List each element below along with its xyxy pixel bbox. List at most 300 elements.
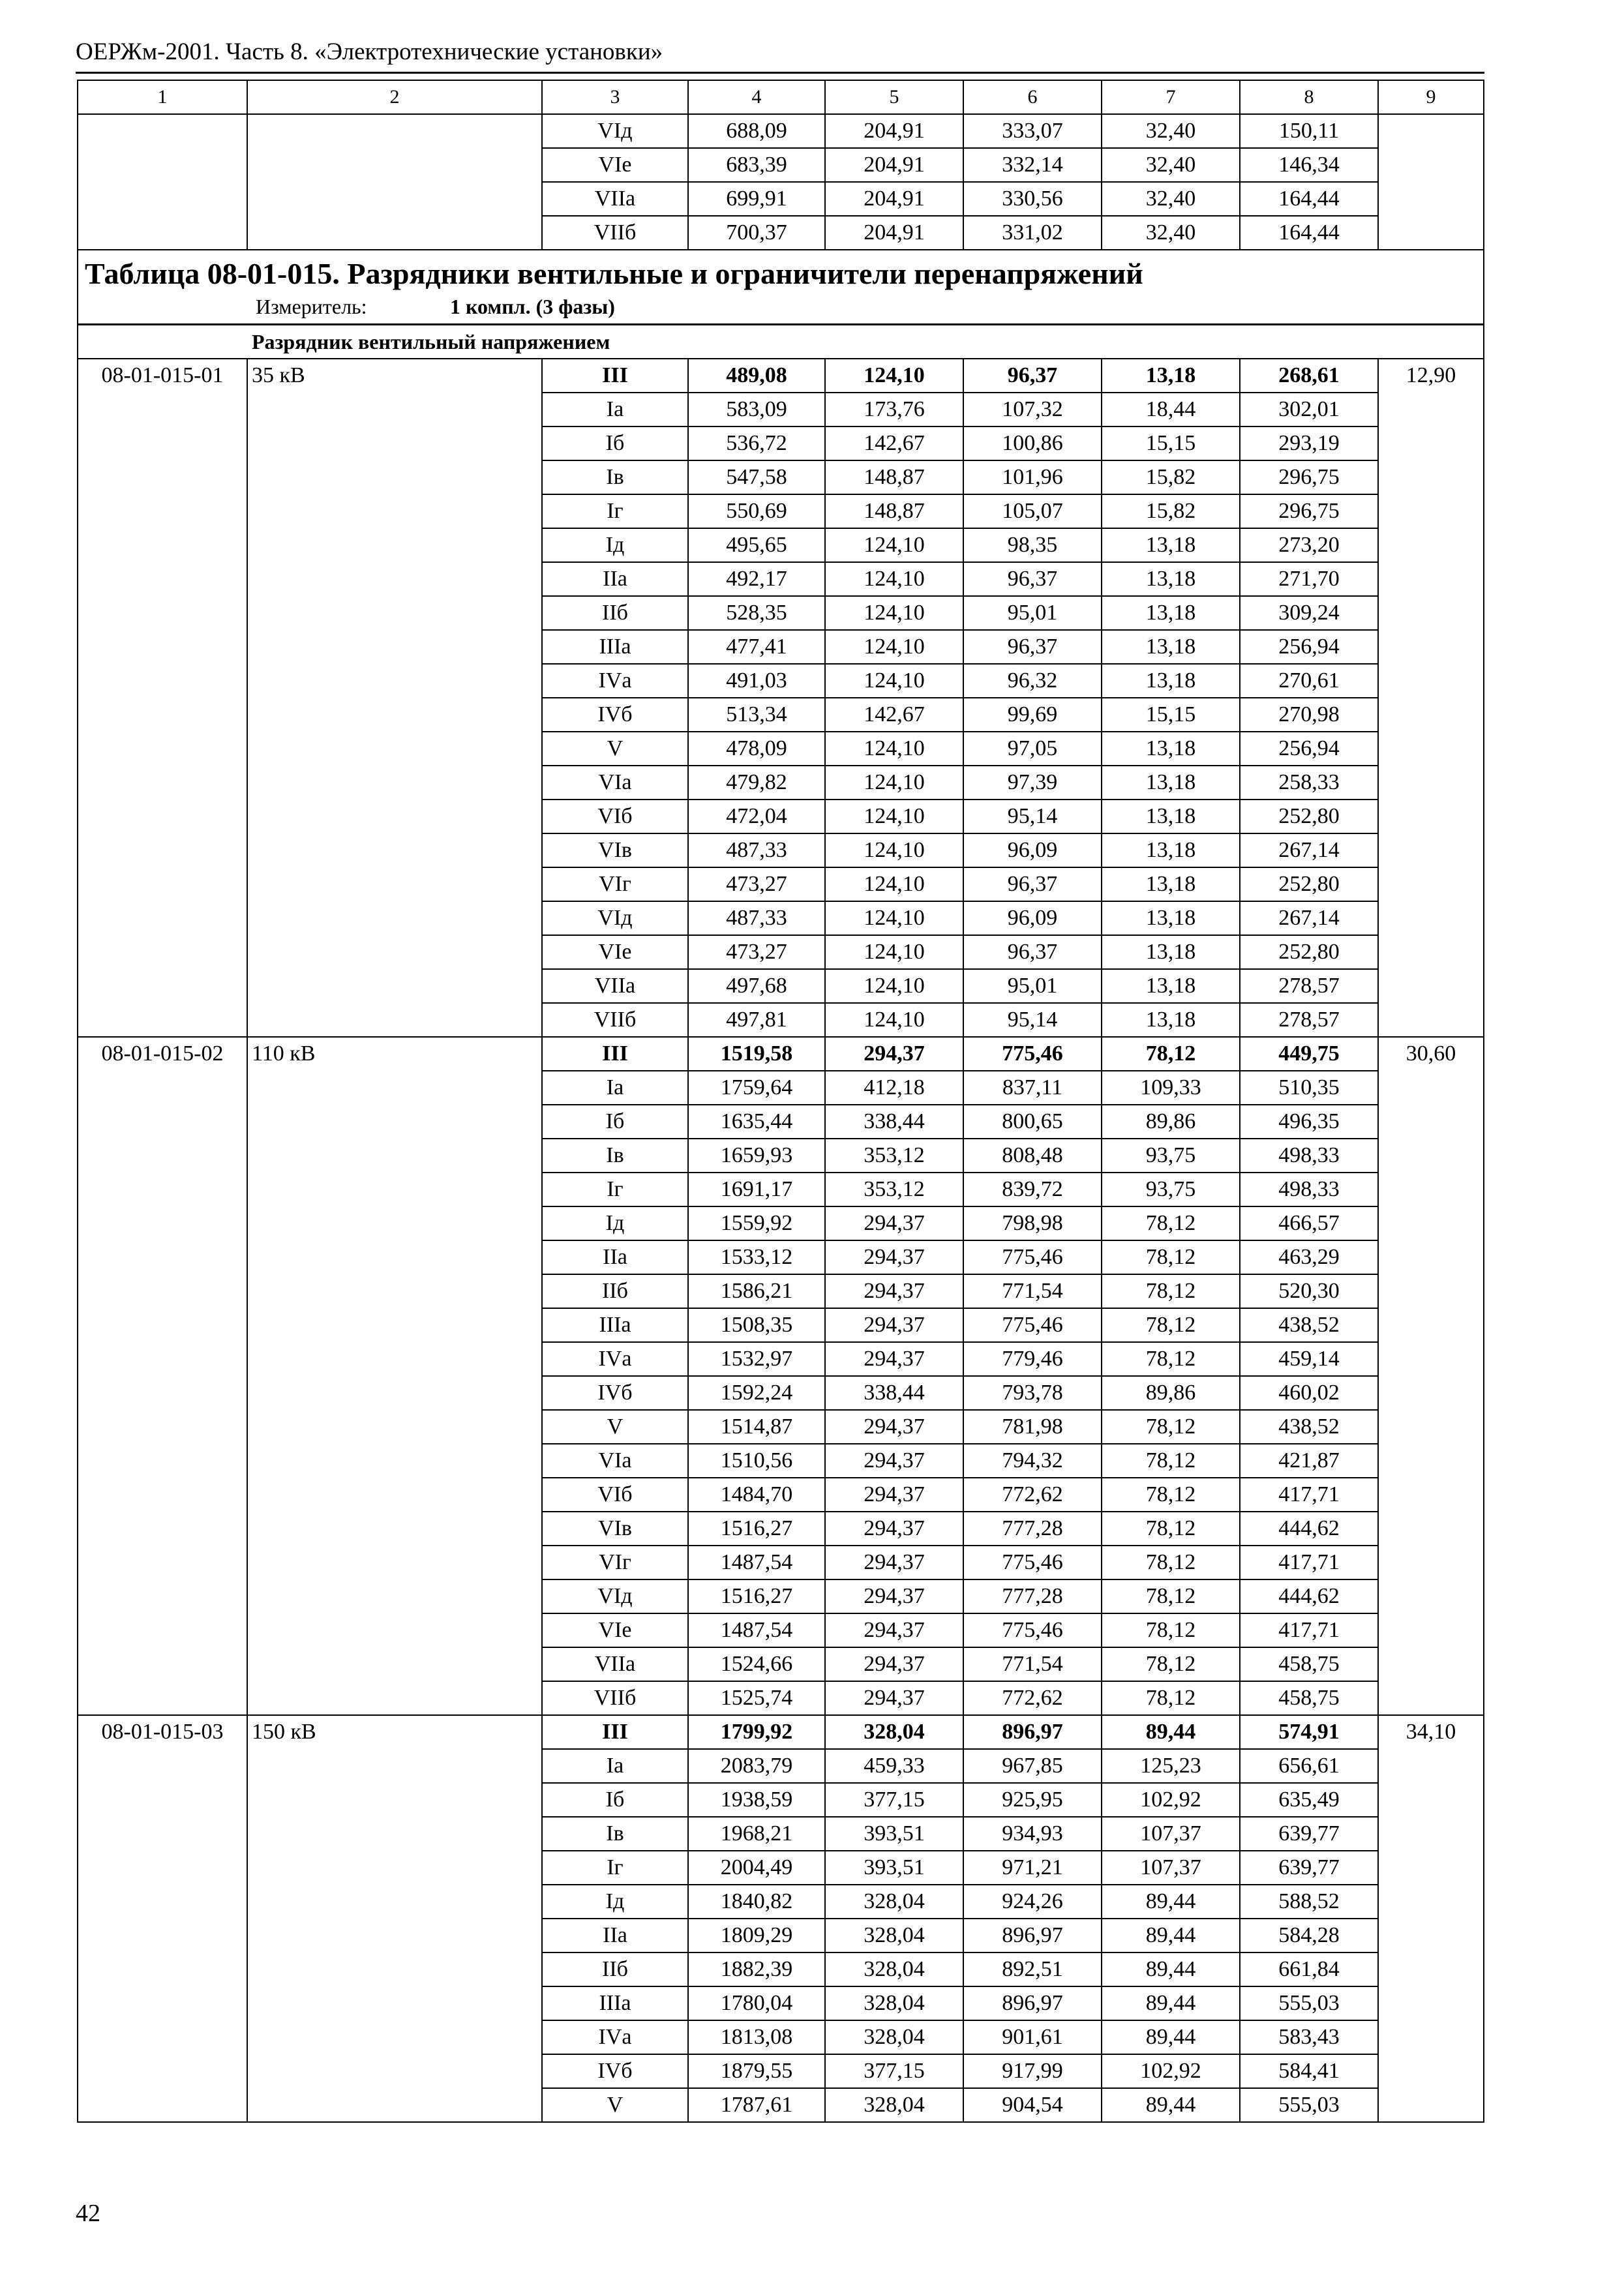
- value-cell: 13,18: [1102, 766, 1240, 800]
- table-row: [78, 114, 1484, 148]
- value-cell: 13,18: [1102, 800, 1240, 833]
- value-cell: 13,18: [1102, 833, 1240, 867]
- value-cell: 1968,21: [688, 1817, 825, 1851]
- value-cell: 588,52: [1240, 1885, 1378, 1919]
- zone-cell: IVа: [542, 2020, 688, 2054]
- value-cell: 1519,58: [688, 1037, 825, 1071]
- value-cell: 107,37: [1102, 1851, 1240, 1885]
- value-cell: 204,91: [825, 114, 963, 148]
- value-cell: 294,37: [825, 1613, 963, 1647]
- value-cell: 1484,70: [688, 1478, 825, 1512]
- value-cell: 270,98: [1240, 698, 1378, 732]
- value-cell: 393,51: [825, 1817, 963, 1851]
- zone-cell: VIд: [542, 114, 688, 148]
- value-cell: 89,44: [1102, 2088, 1240, 2122]
- value-cell: 775,46: [963, 1240, 1102, 1274]
- zone-cell: V: [542, 2088, 688, 2122]
- zone-cell: VIб: [542, 800, 688, 833]
- value-cell: 901,61: [963, 2020, 1102, 2054]
- value-cell: 32,40: [1102, 216, 1240, 250]
- column-number: 4: [688, 80, 825, 114]
- value-cell: 15,82: [1102, 460, 1240, 494]
- zone-cell: III: [542, 359, 688, 393]
- value-cell: 204,91: [825, 148, 963, 182]
- value-cell: 107,37: [1102, 1817, 1240, 1851]
- zone-cell: IIб: [542, 1274, 688, 1308]
- value-cell: 1524,66: [688, 1647, 825, 1681]
- column-number: 2: [247, 80, 542, 114]
- value-cell: 278,57: [1240, 969, 1378, 1003]
- value-cell: 95,14: [963, 800, 1102, 833]
- value-cell: 1882,39: [688, 1952, 825, 1986]
- value-cell: 13,18: [1102, 1003, 1240, 1037]
- value-cell: 479,82: [688, 766, 825, 800]
- value-cell: 328,04: [825, 1715, 963, 1749]
- value-cell: 78,12: [1102, 1444, 1240, 1478]
- zone-cell: IVб: [542, 698, 688, 732]
- value-cell: 904,54: [963, 2088, 1102, 2122]
- column-number: 6: [963, 80, 1102, 114]
- value-cell: 13,18: [1102, 562, 1240, 596]
- zone-cell: Iа: [542, 393, 688, 426]
- value-cell: 13,18: [1102, 359, 1240, 393]
- value-cell: 794,32: [963, 1444, 1102, 1478]
- value-cell: 97,39: [963, 766, 1102, 800]
- value-cell: 1809,29: [688, 1919, 825, 1952]
- zone-cell: V: [542, 1410, 688, 1444]
- zone-cell: VIе: [542, 935, 688, 969]
- value-cell: 89,44: [1102, 1986, 1240, 2020]
- value-cell: 1659,93: [688, 1139, 825, 1173]
- zone-cell: VIIа: [542, 1647, 688, 1681]
- value-cell: 496,35: [1240, 1105, 1378, 1139]
- zone-cell: Iд: [542, 1885, 688, 1919]
- value-cell: 808,48: [963, 1139, 1102, 1173]
- value-cell: 95,14: [963, 1003, 1102, 1037]
- value-cell: 1938,59: [688, 1783, 825, 1817]
- value-cell: 124,10: [825, 562, 963, 596]
- table-row: [78, 1037, 1484, 1071]
- value-cell: 896,97: [963, 1986, 1102, 2020]
- header-rule: [76, 72, 1484, 74]
- value-cell: 584,41: [1240, 2054, 1378, 2088]
- value-cell: 294,37: [825, 1444, 963, 1478]
- value-cell: 124,10: [825, 664, 963, 698]
- zone-cell: IVб: [542, 1376, 688, 1410]
- value-cell: 417,71: [1240, 1613, 1378, 1647]
- value-cell: 97,05: [963, 732, 1102, 766]
- section-row: [78, 325, 1484, 359]
- value-cell: 896,97: [963, 1919, 1102, 1952]
- zone-cell: III: [542, 1715, 688, 1749]
- value-cell: 296,75: [1240, 460, 1378, 494]
- value-cell: 353,12: [825, 1139, 963, 1173]
- zone-cell: VIа: [542, 1444, 688, 1478]
- value-cell: 124,10: [825, 969, 963, 1003]
- value-cell: 555,03: [1240, 1986, 1378, 2020]
- zone-cell: Iб: [542, 426, 688, 460]
- zone-cell: Iв: [542, 460, 688, 494]
- zone-cell: VIг: [542, 867, 688, 901]
- value-cell: 78,12: [1102, 1240, 1240, 1274]
- value-cell: 574,91: [1240, 1715, 1378, 1749]
- value-cell: 13,18: [1102, 935, 1240, 969]
- zone-cell: VIIб: [542, 216, 688, 250]
- value-cell: 1487,54: [688, 1613, 825, 1647]
- value-cell: 271,70: [1240, 562, 1378, 596]
- value-cell: 449,75: [1240, 1037, 1378, 1071]
- value-cell: 294,37: [825, 1681, 963, 1715]
- rates-table: [77, 80, 1484, 2123]
- value-cell: 444,62: [1240, 1512, 1378, 1546]
- value-cell: 309,24: [1240, 596, 1378, 630]
- value-cell: 775,46: [963, 1308, 1102, 1342]
- zone-cell: Iб: [542, 1105, 688, 1139]
- value-cell: 472,04: [688, 800, 825, 833]
- labor-cost: 12,90: [1378, 359, 1484, 1037]
- value-cell: 892,51: [963, 1952, 1102, 1986]
- value-cell: 772,62: [963, 1681, 1102, 1715]
- value-cell: 267,14: [1240, 833, 1378, 867]
- value-cell: 331,02: [963, 216, 1102, 250]
- page-number: 42: [76, 2200, 100, 2227]
- value-cell: 781,98: [963, 1410, 1102, 1444]
- value-cell: 2004,49: [688, 1851, 825, 1885]
- value-cell: 102,92: [1102, 1783, 1240, 1817]
- value-cell: 164,44: [1240, 216, 1378, 250]
- zone-cell: VIIа: [542, 969, 688, 1003]
- value-cell: 256,94: [1240, 732, 1378, 766]
- value-cell: 124,10: [825, 630, 963, 664]
- value-cell: 510,35: [1240, 1071, 1378, 1105]
- value-cell: 700,37: [688, 216, 825, 250]
- column-number: 1: [78, 80, 247, 114]
- value-cell: 124,10: [825, 732, 963, 766]
- value-cell: 124,10: [825, 766, 963, 800]
- labor-cost: 30,60: [1378, 1037, 1484, 1715]
- value-cell: 635,49: [1240, 1783, 1378, 1817]
- value-cell: 661,84: [1240, 1952, 1378, 1986]
- column-number: 7: [1102, 80, 1240, 114]
- value-cell: 148,87: [825, 494, 963, 528]
- value-cell: 924,26: [963, 1885, 1102, 1919]
- value-cell: 683,39: [688, 148, 825, 182]
- value-cell: 497,81: [688, 1003, 825, 1037]
- value-cell: 458,75: [1240, 1681, 1378, 1715]
- name-cell: [247, 114, 542, 250]
- value-cell: 328,04: [825, 1952, 963, 1986]
- value-cell: 536,72: [688, 426, 825, 460]
- value-cell: 124,10: [825, 1003, 963, 1037]
- value-cell: 917,99: [963, 2054, 1102, 2088]
- value-cell: 925,95: [963, 1783, 1102, 1817]
- value-cell: 1510,56: [688, 1444, 825, 1478]
- value-cell: 528,35: [688, 596, 825, 630]
- zone-cell: Iв: [542, 1139, 688, 1173]
- value-cell: 771,54: [963, 1274, 1102, 1308]
- value-cell: 32,40: [1102, 182, 1240, 216]
- zone-cell: IVа: [542, 664, 688, 698]
- value-cell: 204,91: [825, 216, 963, 250]
- table-title-row: [78, 250, 1484, 325]
- value-cell: 798,98: [963, 1206, 1102, 1240]
- zone-cell: VIв: [542, 1512, 688, 1546]
- value-cell: 583,43: [1240, 2020, 1378, 2054]
- value-cell: 583,09: [688, 393, 825, 426]
- value-cell: 204,91: [825, 182, 963, 216]
- value-cell: 377,15: [825, 2054, 963, 2088]
- value-cell: 150,11: [1240, 114, 1378, 148]
- value-cell: 793,78: [963, 1376, 1102, 1410]
- column-number: 3: [542, 80, 688, 114]
- value-cell: 333,07: [963, 114, 1102, 148]
- value-cell: 779,46: [963, 1342, 1102, 1376]
- zone-cell: Iа: [542, 1749, 688, 1783]
- zone-cell: VIIб: [542, 1681, 688, 1715]
- value-cell: 294,37: [825, 1240, 963, 1274]
- value-cell: 89,44: [1102, 1715, 1240, 1749]
- value-cell: 1532,97: [688, 1342, 825, 1376]
- rate-code: 08-01-015-03: [78, 1715, 247, 2122]
- value-cell: 777,28: [963, 1512, 1102, 1546]
- zone-cell: VIе: [542, 148, 688, 182]
- value-cell: 328,04: [825, 1986, 963, 2020]
- value-cell: 164,44: [1240, 182, 1378, 216]
- zone-cell: Iв: [542, 1817, 688, 1851]
- zone-cell: IIа: [542, 1919, 688, 1952]
- zone-cell: VIIб: [542, 1003, 688, 1037]
- value-cell: 473,27: [688, 867, 825, 901]
- value-cell: 444,62: [1240, 1579, 1378, 1613]
- value-cell: 584,28: [1240, 1919, 1378, 1952]
- value-cell: 550,69: [688, 494, 825, 528]
- value-cell: 268,61: [1240, 359, 1378, 393]
- value-cell: 699,91: [688, 182, 825, 216]
- value-cell: 13,18: [1102, 969, 1240, 1003]
- value-cell: 124,10: [825, 800, 963, 833]
- value-cell: 78,12: [1102, 1579, 1240, 1613]
- rate-code: 08-01-015-01: [78, 359, 247, 1037]
- value-cell: 1691,17: [688, 1173, 825, 1206]
- zone-cell: VIв: [542, 833, 688, 867]
- value-cell: 967,85: [963, 1749, 1102, 1783]
- zone-cell: VIд: [542, 1579, 688, 1613]
- value-cell: 173,76: [825, 393, 963, 426]
- value-cell: 148,87: [825, 460, 963, 494]
- value-cell: 13,18: [1102, 528, 1240, 562]
- value-cell: 96,37: [963, 359, 1102, 393]
- rate-name: 110 кВ: [247, 1037, 542, 1715]
- meter-line: [85, 292, 1477, 321]
- value-cell: 13,18: [1102, 630, 1240, 664]
- value-cell: 777,28: [963, 1579, 1102, 1613]
- value-cell: 417,71: [1240, 1478, 1378, 1512]
- value-cell: 775,46: [963, 1613, 1102, 1647]
- zone-cell: VIг: [542, 1546, 688, 1579]
- zone-cell: Iг: [542, 1851, 688, 1885]
- value-cell: 78,12: [1102, 1206, 1240, 1240]
- value-cell: 89,86: [1102, 1105, 1240, 1139]
- rate-name: 35 кВ: [247, 359, 542, 1037]
- column-number: 9: [1378, 80, 1484, 114]
- value-cell: 96,09: [963, 901, 1102, 935]
- zone-cell: IIIа: [542, 1986, 688, 2020]
- value-cell: 328,04: [825, 2020, 963, 2054]
- value-cell: 837,11: [963, 1071, 1102, 1105]
- value-cell: 124,10: [825, 935, 963, 969]
- value-cell: 15,82: [1102, 494, 1240, 528]
- value-cell: 78,12: [1102, 1478, 1240, 1512]
- value-cell: 478,09: [688, 732, 825, 766]
- zone-cell: IIIа: [542, 1308, 688, 1342]
- value-cell: 460,02: [1240, 1376, 1378, 1410]
- value-cell: 1840,82: [688, 1885, 825, 1919]
- value-cell: 2083,79: [688, 1749, 825, 1783]
- meter-value: 1 компл. (3 фазы): [450, 295, 615, 318]
- value-cell: 1508,35: [688, 1308, 825, 1342]
- value-cell: 124,10: [825, 833, 963, 867]
- value-cell: 296,75: [1240, 494, 1378, 528]
- value-cell: 93,75: [1102, 1139, 1240, 1173]
- value-cell: 267,14: [1240, 901, 1378, 935]
- value-cell: 32,40: [1102, 114, 1240, 148]
- value-cell: 15,15: [1102, 426, 1240, 460]
- table-row: [78, 359, 1484, 393]
- zone-cell: IIIа: [542, 630, 688, 664]
- value-cell: 1879,55: [688, 2054, 825, 2088]
- value-cell: 294,37: [825, 1579, 963, 1613]
- zone-cell: VIб: [542, 1478, 688, 1512]
- value-cell: 102,92: [1102, 2054, 1240, 2088]
- value-cell: 438,52: [1240, 1410, 1378, 1444]
- value-cell: 89,44: [1102, 1919, 1240, 1952]
- value-cell: 273,20: [1240, 528, 1378, 562]
- value-cell: 258,33: [1240, 766, 1378, 800]
- value-cell: 78,12: [1102, 1308, 1240, 1342]
- value-cell: 78,12: [1102, 1274, 1240, 1308]
- labor-cost: 34,10: [1378, 1715, 1484, 2122]
- value-cell: 13,18: [1102, 664, 1240, 698]
- value-cell: 896,97: [963, 1715, 1102, 1749]
- value-cell: 78,12: [1102, 1410, 1240, 1444]
- value-cell: 13,18: [1102, 901, 1240, 935]
- value-cell: 656,61: [1240, 1749, 1378, 1783]
- zone-cell: Iг: [542, 1173, 688, 1206]
- value-cell: 15,15: [1102, 698, 1240, 732]
- value-cell: 497,68: [688, 969, 825, 1003]
- value-cell: 412,18: [825, 1071, 963, 1105]
- value-cell: 1525,74: [688, 1681, 825, 1715]
- value-cell: 95,01: [963, 969, 1102, 1003]
- value-cell: 492,17: [688, 562, 825, 596]
- rate-code: 08-01-015-02: [78, 1037, 247, 1715]
- value-cell: 1559,92: [688, 1206, 825, 1240]
- value-cell: 109,33: [1102, 1071, 1240, 1105]
- value-cell: 459,33: [825, 1749, 963, 1783]
- value-cell: 294,37: [825, 1342, 963, 1376]
- value-cell: 294,37: [825, 1546, 963, 1579]
- section-title: Разрядник вентильный напряжением: [78, 325, 1484, 359]
- value-cell: 294,37: [825, 1206, 963, 1240]
- value-cell: 466,57: [1240, 1206, 1378, 1240]
- value-cell: 78,12: [1102, 1512, 1240, 1546]
- value-cell: 513,34: [688, 698, 825, 732]
- value-cell: 252,80: [1240, 867, 1378, 901]
- value-cell: 1533,12: [688, 1240, 825, 1274]
- zone-cell: VIе: [542, 1613, 688, 1647]
- value-cell: 353,12: [825, 1173, 963, 1206]
- value-cell: 294,37: [825, 1647, 963, 1681]
- value-cell: 124,10: [825, 596, 963, 630]
- value-cell: 99,69: [963, 698, 1102, 732]
- value-cell: 332,14: [963, 148, 1102, 182]
- value-cell: 124,10: [825, 359, 963, 393]
- value-cell: 1799,92: [688, 1715, 825, 1749]
- value-cell: 688,09: [688, 114, 825, 148]
- value-cell: 294,37: [825, 1478, 963, 1512]
- value-cell: 463,29: [1240, 1240, 1378, 1274]
- value-cell: 278,57: [1240, 1003, 1378, 1037]
- value-cell: 458,75: [1240, 1647, 1378, 1681]
- value-cell: 1780,04: [688, 1986, 825, 2020]
- zone-cell: V: [542, 732, 688, 766]
- value-cell: 639,77: [1240, 1817, 1378, 1851]
- value-cell: 328,04: [825, 1919, 963, 1952]
- zone-cell: Iг: [542, 494, 688, 528]
- value-cell: 89,44: [1102, 2020, 1240, 2054]
- zone-cell: Iд: [542, 528, 688, 562]
- table-row: [78, 1715, 1484, 1749]
- value-cell: 124,10: [825, 901, 963, 935]
- value-cell: 270,61: [1240, 664, 1378, 698]
- meter-label: Измеритель:: [256, 295, 367, 318]
- value-cell: 294,37: [825, 1037, 963, 1071]
- value-cell: 1586,21: [688, 1274, 825, 1308]
- value-cell: 13,18: [1102, 732, 1240, 766]
- value-cell: 96,37: [963, 562, 1102, 596]
- value-cell: 294,37: [825, 1308, 963, 1342]
- value-cell: 775,46: [963, 1037, 1102, 1071]
- value-cell: 78,12: [1102, 1647, 1240, 1681]
- value-cell: 1759,64: [688, 1071, 825, 1105]
- code-cell: [78, 114, 247, 250]
- value-cell: 839,72: [963, 1173, 1102, 1206]
- value-cell: 438,52: [1240, 1308, 1378, 1342]
- zone-cell: IVб: [542, 2054, 688, 2088]
- value-cell: 95,01: [963, 596, 1102, 630]
- value-cell: 328,04: [825, 1885, 963, 1919]
- zone-cell: IIа: [542, 1240, 688, 1274]
- value-cell: 96,37: [963, 935, 1102, 969]
- value-cell: 107,32: [963, 393, 1102, 426]
- value-cell: 1787,61: [688, 2088, 825, 2122]
- value-cell: 1514,87: [688, 1410, 825, 1444]
- value-cell: 93,75: [1102, 1173, 1240, 1206]
- value-cell: 142,67: [825, 698, 963, 732]
- value-cell: 146,34: [1240, 148, 1378, 182]
- value-cell: 13,18: [1102, 596, 1240, 630]
- value-cell: 78,12: [1102, 1613, 1240, 1647]
- value-cell: 1487,54: [688, 1546, 825, 1579]
- value-cell: 1635,44: [688, 1105, 825, 1139]
- value-cell: 800,65: [963, 1105, 1102, 1139]
- zone-cell: IIб: [542, 1952, 688, 1986]
- value-cell: 96,37: [963, 630, 1102, 664]
- value-cell: 252,80: [1240, 935, 1378, 969]
- value-cell: 377,15: [825, 1783, 963, 1817]
- value-cell: 293,19: [1240, 426, 1378, 460]
- value-cell: 96,37: [963, 867, 1102, 901]
